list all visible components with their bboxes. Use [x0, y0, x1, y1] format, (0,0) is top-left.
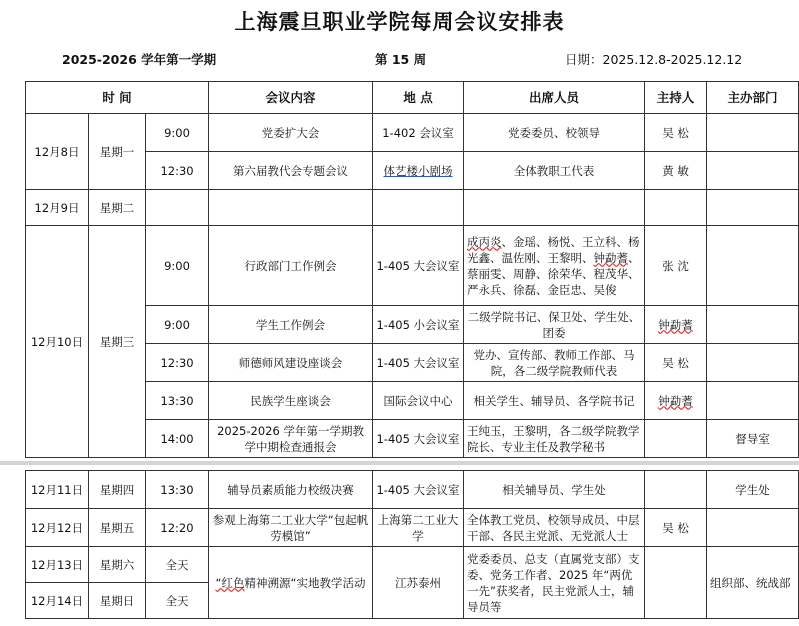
time-cell: 9:00 — [146, 114, 209, 152]
content-cell: 第六届教代会专题会议 — [209, 152, 373, 190]
attendees-cell: 党委委员、校领导 — [464, 114, 645, 152]
organizer-cell: 学生处 — [707, 471, 799, 509]
attendees-cell: 全体教职工代表 — [464, 152, 645, 190]
time-cell: 13:30 — [146, 382, 209, 420]
time-cell: 14:00 — [146, 420, 209, 458]
schedule-table-lower — [25, 470, 799, 619]
attendees-cell — [464, 226, 645, 306]
col-time-header: 时 间 — [26, 82, 209, 114]
host-cell: 吴 松 — [645, 114, 707, 152]
page-title: 上海震旦职业学院每周会议安排表 — [234, 10, 565, 34]
organizer-cell: 督导室 — [707, 420, 799, 458]
schedule-table-upper — [25, 81, 799, 458]
col-attendees-header: 出席人员 — [464, 82, 645, 114]
location-link: 体艺楼小剧场 — [383, 163, 453, 178]
header-row — [26, 82, 799, 114]
weekday-cell: 星期二 — [89, 190, 146, 226]
table-row — [26, 114, 799, 152]
content-cell: 师德师风建设座谈会 — [209, 344, 373, 382]
location-cell: 国际会议中心 — [373, 382, 464, 420]
host-cell: 黄 敏 — [645, 152, 707, 190]
term-label: 2025-2026 学年第一学期 — [62, 52, 217, 67]
host-cell — [645, 190, 707, 226]
host-cell — [645, 420, 707, 458]
organizer-cell — [707, 306, 799, 344]
weekday-cell: 星期三 — [89, 226, 146, 458]
attendees-cell: 全体教工党员、校领导成员、中层干部、各民主党派、无党派人士 — [464, 509, 645, 547]
content-cell: 辅导员素质能力校级决赛 — [209, 471, 373, 509]
attendees-cell: 相关学生、辅导员、各学院书记 — [464, 382, 645, 420]
host-name: 钟勐蓍 — [658, 393, 693, 408]
date-range: 日期：2025.12.8-2025.12.12 — [565, 52, 743, 67]
time-cell: 12:30 — [146, 344, 209, 382]
organizer-cell — [707, 226, 799, 306]
attendees-cell — [464, 190, 645, 226]
organizer-cell — [707, 190, 799, 226]
organizer-cell: 组织部、统战部 — [707, 547, 799, 619]
col-content-header: 会议内容 — [209, 82, 373, 114]
time-cell: 全天 — [146, 583, 209, 619]
host-cell: 吴 松 — [645, 344, 707, 382]
location-cell: 1-405 小会议室 — [373, 306, 464, 344]
attendees-cell: 党委委员、总支（直属党支部）支委、党务工作者、2025 年“两优一先”获奖者，民主党派人士，辅导员等 — [464, 547, 645, 619]
time-cell: 12:30 — [146, 152, 209, 190]
week-label: 第 15 周 — [375, 52, 427, 67]
content-text: 精神溯源“实地教学活动 — [244, 575, 366, 590]
host-cell — [645, 306, 707, 344]
col-host-header: 主持人 — [645, 82, 707, 114]
content-cell: 参观上海第二工业大学“包起帆劳模馆” — [209, 509, 373, 547]
attendee-list: 、蔡丽雯、周静、徐荣华、程茂华、严永兵、徐磊、金臣忠、吴俊 — [467, 250, 640, 297]
organizer-cell — [707, 382, 799, 420]
time-cell: 13:30 — [146, 471, 209, 509]
host-cell — [645, 382, 707, 420]
date-cell: 12月9日 — [26, 190, 89, 226]
table-row — [26, 509, 799, 547]
location-cell: 1-405 大会议室 — [373, 420, 464, 458]
location-cell: 1-405 大会议室 — [373, 226, 464, 306]
host-cell — [645, 471, 707, 509]
host-name: 钟勐蓍 — [658, 317, 693, 332]
content-cell: 党委扩大会 — [209, 114, 373, 152]
time-cell: 全天 — [146, 547, 209, 583]
col-organizer-header: 主办部门 — [707, 82, 799, 114]
host-cell: 张 沈 — [645, 226, 707, 306]
time-cell: 9:00 — [146, 226, 209, 306]
location-cell: 上海第二工业大学 — [373, 509, 464, 547]
table-row — [26, 226, 799, 306]
table-row — [26, 471, 799, 509]
content-cell: 行政部门工作例会 — [209, 226, 373, 306]
col-location-header: 地 点 — [373, 82, 464, 114]
host-cell — [645, 547, 707, 619]
organizer-cell — [707, 114, 799, 152]
time-cell — [146, 190, 209, 226]
location-cell: 1-405 大会议室 — [373, 344, 464, 382]
host-cell: 吴 松 — [645, 509, 707, 547]
location-cell: 1-405 大会议室 — [373, 471, 464, 509]
location-cell: 江苏泰州 — [373, 547, 464, 619]
date-cell: 12月11日 — [26, 471, 89, 509]
location-cell — [373, 190, 464, 226]
date-cell: 12月8日 — [26, 114, 89, 190]
date-cell: 12月10日 — [26, 226, 89, 458]
date-cell: 12月14日 — [26, 583, 89, 619]
attendees-cell: 王纯玉，王黎明，各二级学院教学院长、专业主任及教学秘书 — [464, 420, 645, 458]
table-row — [26, 190, 799, 226]
content-cell — [209, 190, 373, 226]
attendee-name: 成丙炎 — [467, 234, 502, 249]
content-cell: 学生工作例会 — [209, 306, 373, 344]
attendees-cell: 相关辅导员、学生处 — [464, 471, 645, 509]
organizer-cell — [707, 509, 799, 547]
content-text: “红色 — [215, 575, 245, 590]
organizer-cell — [707, 152, 799, 190]
weekday-cell: 星期六 — [89, 547, 146, 583]
weekday-cell: 星期一 — [89, 114, 146, 190]
time-cell: 12:20 — [146, 509, 209, 547]
content-cell — [209, 547, 373, 619]
attendee-list: 、金瑶、杨悦、王立科、杨光鑫、温佐刚、王黎明、 — [467, 234, 640, 265]
attendees-cell: 党办、宣传部、教师工作部、马院，各二级学院教师代表 — [464, 344, 645, 382]
organizer-cell — [707, 344, 799, 382]
table-row — [26, 547, 799, 583]
weekday-cell: 星期日 — [89, 583, 146, 619]
weekday-cell: 星期五 — [89, 509, 146, 547]
content-cell: 民族学生座谈会 — [209, 382, 373, 420]
location-cell — [373, 152, 464, 190]
date-cell: 12月13日 — [26, 547, 89, 583]
content-cell: 2025-2026 学年第一学期教学中期检查通报会 — [209, 420, 373, 458]
page-break — [0, 461, 799, 465]
attendees-cell: 二级学院书记、保卫处、学生处、团委 — [464, 306, 645, 344]
attendee-name: 钟勐蓍 — [593, 250, 629, 265]
location-cell: 1-402 会议室 — [373, 114, 464, 152]
date-cell: 12月12日 — [26, 509, 89, 547]
weekday-cell: 星期四 — [89, 471, 146, 509]
time-cell: 9:00 — [146, 306, 209, 344]
